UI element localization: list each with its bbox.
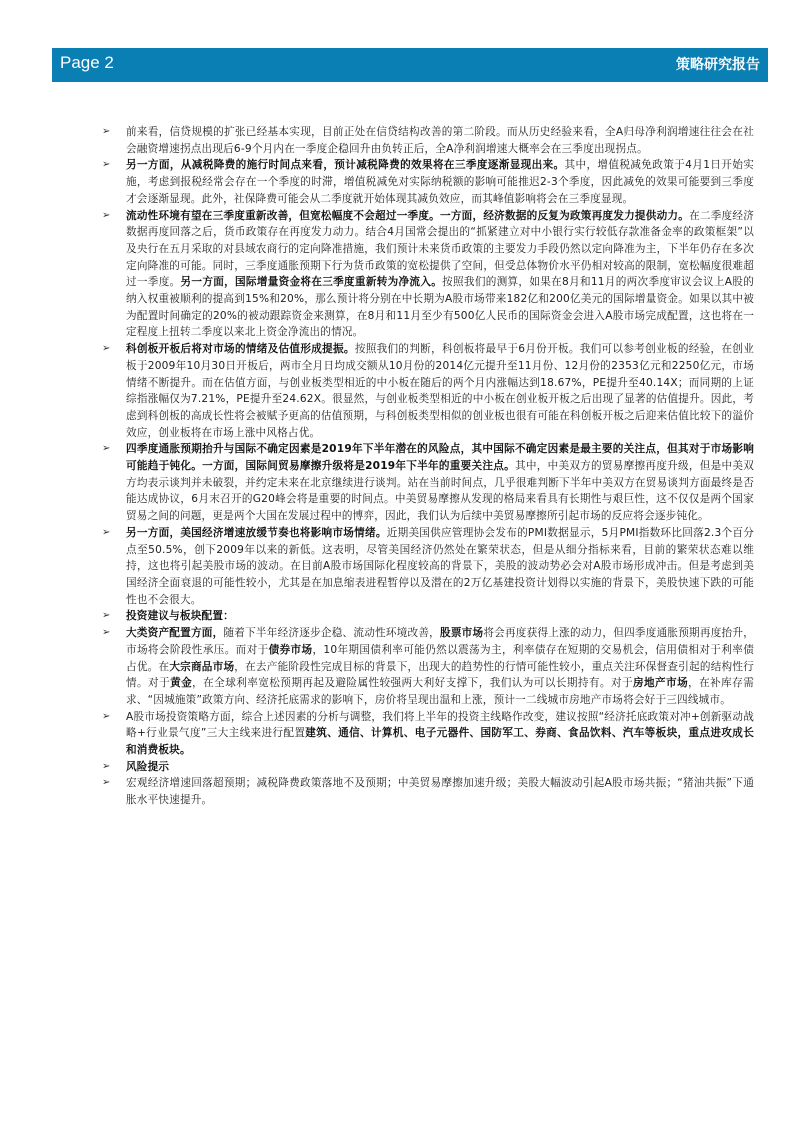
keyword-bond-market: 债券市场 (268, 643, 313, 656)
paragraph-text: 近期美国供应管理协会发布的PMI数据显示，5月PMI指数环比回落2.3个百分点至50.5%，创下2009年以来的新低。这表明，尽管美国经济仍然处在繁荣状态，但是从细分指标来看，目前的繁荣状态难以维持，这也将引起美股市场的波动。在目前A股市场国际化程度较高的背景下，美股的波动势必会对A股市场形成冲击。但是考虑到美国经济全面衰退的可能性较小，尤其是在加息缩表进程暂停以及潜在的2万亿基建投资计划得以实施的背景下，美股快速下跌的可能性也不会很大。 (126, 526, 754, 606)
paragraph-credit (102, 124, 754, 157)
paragraph-text-3: ，10年期国债利率可能仍然以震荡为主，利率债存在短期的交易机会，信用债相对于利率债占优。在 (126, 643, 754, 673)
paragraph-lead: 科创板开板后将对市场的情绪及估值形成提振。 (126, 343, 355, 356)
paragraph-text: 前来看，信贷规模的扩张已经基本实现，目前正处在信贷结构改善的第二阶段。而从历史经验来看，全A归母净利润增速往往会在社会融资增速拐点出现后6-9个月内在一季度企稳回升由负转正后，全A净利润增速大概率会在三季度出现拐点。 (126, 126, 754, 155)
paragraph-lead: 四季度通胀预期抬升与国际不确定因素是2019年下半年潜在的风险点，其中国际不确定因素是最主要的关注点，但其对于市场影响可能趋于钝化。一方面，国际间贸易摩擦升级将是2019年下半年的重要关注点。 (126, 443, 754, 473)
section-heading: 风险提示 (126, 760, 170, 773)
paragraph-tax-cut (102, 157, 754, 207)
paragraph-risk-list (102, 775, 754, 808)
arrow-bullet-icon: ➢ (102, 627, 111, 639)
paragraph-star-market (102, 341, 754, 441)
keyword-commodity-market: 大宗商品市场 (169, 660, 235, 673)
keyword-stock-market: 股票市场 (440, 627, 484, 640)
paragraph-sectors: 建筑、通信、计算机、电子元器件、国防军工、券商、食品饮料、汽车等板块，重点进攻成长和消费板块。 (126, 727, 754, 757)
arrow-bullet-icon: ➢ (102, 710, 111, 722)
paragraph-a-share-strategy (102, 709, 754, 759)
arrow-bullet-icon: ➢ (102, 760, 111, 772)
paragraph-text: 随着下半年经济逐步企稳、流动性环境改善， (223, 627, 441, 640)
paragraph-us-economy (102, 525, 754, 609)
report-title: 策略研究报告 (676, 57, 760, 73)
page-number: Page 2 (60, 53, 114, 72)
paragraph-liquidity (102, 208, 754, 342)
paragraph-text: 在二季度经济数据再度回落之后，货币政策存在再度发力动力。结合4月国常会提出的“抓紧建立对中小银行实行较低存款准备金率的政策框架”以及央行在五月采取的对县域农商行的定向降准措施，我们预计未来货币政策的主要发力手段仍然以定向降准为主，下半年仍存在多次定向降准的可能。同时，三季度通胀预期下行为货币政策的宽松提供了空间，但受总体物价水平仍相对较高的限制，宽松幅度很难超过一季度。 (126, 209, 754, 289)
section-heading: 投资建议与板块配置： (126, 610, 234, 623)
report-body (102, 124, 754, 809)
paragraph-asset-allocation (102, 625, 754, 709)
section-heading-risk (102, 759, 754, 776)
keyword-gold: 黄金 (170, 677, 193, 690)
keyword-real-estate: 房地产市场 (632, 677, 689, 690)
paragraph-text-4: ，在去产能阶段性完成目标的背景下，出现大的趋势性的行情可能性较小，重点关注环保督查引起的结构性行情。对于 (126, 660, 754, 690)
paragraph-lead: 大类资产配置方面， (126, 627, 224, 640)
paragraph-text-2: 按照我们的测算，如果在8月和11月的两次季度审议会议上A股的纳入权重被顺利的提高到15%和20%，那么预计将分别在中长期为A股市场带来182亿和200亿美元的国际增量资金。如果以其中被为配置时间确定的20%的被动跟踪资金来测算，在8月和11月至少有500亿人民币的国际资金会进入A股市场完成配置，这也将在一定程度上扭转二季度以来北上资金净流出的情况。 (126, 276, 755, 339)
paragraph-lead: 另一方面，美国经济增速放缓节奏也将影响市场情绪。 (126, 526, 387, 539)
header-bar (52, 48, 768, 82)
paragraph-text: A股市场投资策略方面，综合上述因素的分析与调整，我们将上半年的投资主线略作改变，建议按照“经济托底政策对冲+创新驱动战略+行业景气度”三大主线来进行配置 (126, 710, 754, 740)
paragraph-text-6: ，在补库存需求、“因城施策”政策方向、经济托底需求的影响下，房价将呈现出温和上涨，预计一二线城市房地产市场将会好于三四线城市。 (126, 677, 754, 706)
paragraph-text-2: 将会再度获得上涨的动力，但四季度通胀预期再度抬升，市场将会阶段性承压。而对于 (126, 627, 754, 656)
paragraph-text: 宏观经济增速回落超预期；减税降费政策落地不及预期；中美贸易摩擦加速升级；美股大幅波动引起A股市场共振；“猪油共振”下通胀水平快速提升。 (126, 777, 754, 807)
paragraph-text: 其中，增值税减免政策于4月1日开始实施，考虑到报税经常会存在一个季度的时滞，增值税减免对实际纳税额的影响可能推迟2-3个季度，因此减免的效果可能要到三季度才会逐渐显现。此外，社保降费可能会从二季度就开始体现其减负效应，而其峰值影响将会在三季度显现。 (126, 159, 754, 205)
arrow-bullet-icon: ➢ (102, 443, 111, 455)
paragraph-lead: 另一方面，从减税降费的施行时间点来看，预计减税降费的效果将在三季度逐渐显现出来。 (126, 159, 565, 172)
arrow-bullet-icon: ➢ (102, 777, 111, 789)
paragraph-lead-2: 另一方面，国际增量资金将在三季度重新转为净流入。 (180, 276, 443, 289)
section-heading-investment (102, 608, 754, 625)
arrow-bullet-icon: ➢ (102, 526, 111, 538)
arrow-bullet-icon: ➢ (102, 126, 111, 137)
arrow-bullet-icon: ➢ (102, 610, 111, 622)
arrow-bullet-icon: ➢ (102, 343, 111, 355)
paragraph-text: 按照我们的判断，科创板将最早于6月份开板。我们可以参考创业板的经验，在创业板于2009年10月30日开板后，两市全月日均成交额从10月份的2014亿元提升至11月份、12月份的2353亿元和2250亿元，市场情绪不断提升。而在估值方面，与创业板类型相近的中小板在随后的两个月内涨幅达到18.67%，PE提升至40.14X；而同期的上证综指涨幅仅为7.21%，PE提升至24.62X。很显然，与创业板类型相近的中小板在创业板开板之后出现了显著的估值提升。因此，考虑到科创板的高成长性将会被赋予更高的估值预期，与科创板类型相似的创业板也很有可能在科创板开板之后迎来估值比较下的溢价效应，创业板将在市场上涨中风格占优。 (126, 343, 754, 439)
arrow-bullet-icon: ➢ (102, 159, 111, 171)
paragraph-text-5: ，在全球利率宽松预期再起及避险属性较强两大利好支撑下，我们认为可以长期持有。对于 (192, 677, 633, 690)
paragraph-lead: 流动性环境有望在三季度重新改善，但宽松幅度不会超过一季度。一方面，经济数据的反复为政策再度发力提供动力。 (126, 209, 690, 222)
paragraph-risk-points (102, 441, 754, 525)
paragraph-text: 其中，中美双方的贸易摩擦再度升级，但是中美双方均表示谈判并未破裂，并约定未来在北京继续进行谈判。站在当前时间点，几乎很难判断下半年中美双方在贸易谈判方面最终是否能达成协议，6月末召开的G20峰会将是重要的时间点。中美贸易摩擦从发现的格局来看具有长期性与艰巨性，这不仅仅是两个国家贸易之间的问题，更是两个大国在发展过程中的博弈，因此，我们认为后续中美贸易摩擦所引起市场的反应将会逐步钝化。 (126, 460, 754, 523)
arrow-bullet-icon: ➢ (102, 209, 111, 221)
